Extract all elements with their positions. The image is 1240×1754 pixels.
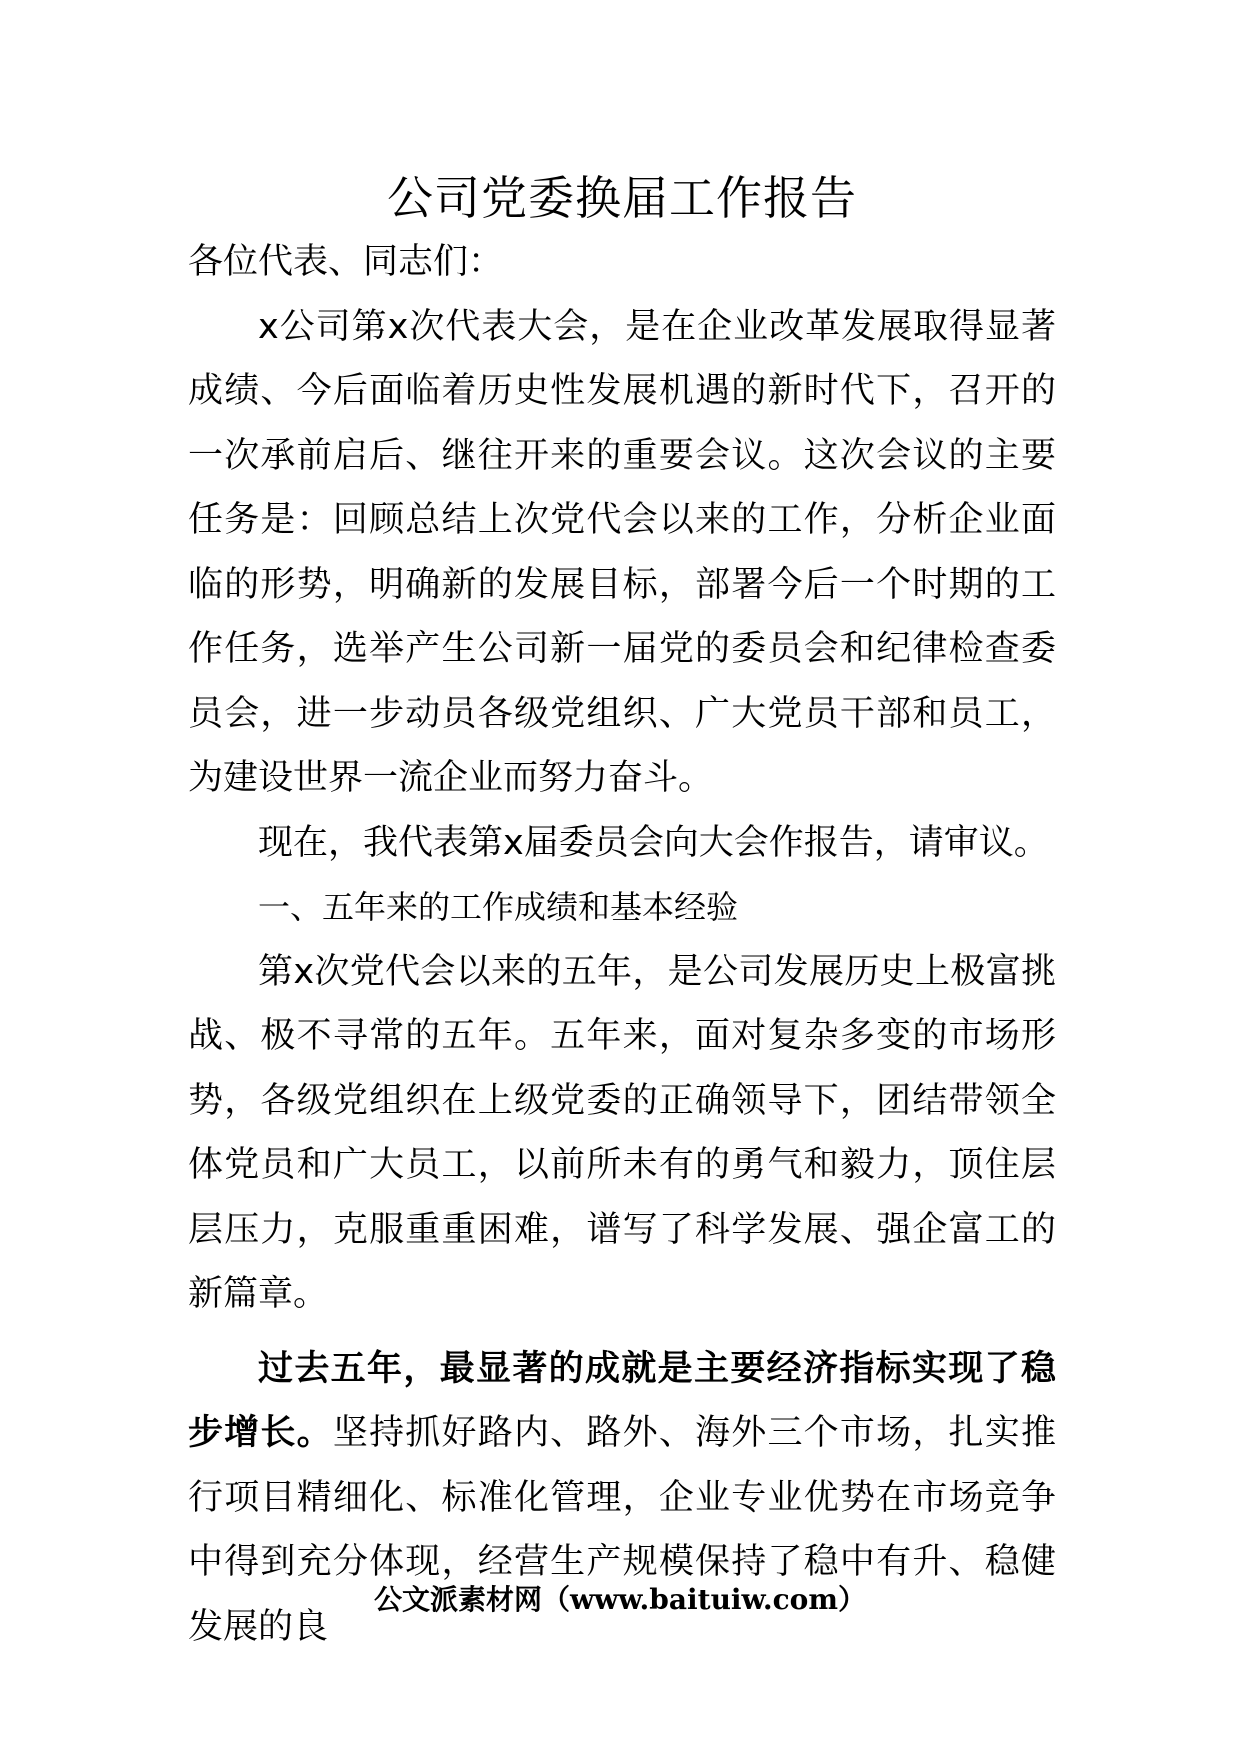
- section-paragraph: 第x次党代会以来的五年，是公司发展历史上极富挑战、极不寻常的五年。五年来，面对复杂多变的市场形势，各级党组织在上级党委的正确领导下，团结带领全体党员和广大员工，以前所未有的勇气和毅力，顶住层层压力，克服重重困难，谱写了科学发展、强企富工的新篇章。: [188, 951, 1056, 1314]
- document-title: 公司党委换届工作报告: [387, 171, 857, 225]
- highlight-bold-lead: 过去五年，最显著的成就是主要经济指标实现了稳步增长。: [188, 1348, 1056, 1453]
- intro-paragraph: x公司第x次代表大会，是在企业改革发展取得显著成绩、今后面临着历史性发展机遇的新时代下，召开的一次承前启后、继往开来的重要会议。这次会议的主要任务是：回顾总结上次党代会以来的工作，分析企业面临的形势，明确新的发展目标，部署今后一个时期的工作任务，选举产生公司新一届党的委员会和纪律检查委员会，进一步动员各级党组织、广大党员干部和员工，为建设世界一流企业而努力奋斗。: [188, 306, 1056, 798]
- report-statement: 现在，我代表第x届委员会向大会作报告，请审议。: [258, 822, 1049, 863]
- footer-watermark: 公文派素材网（www.baituiw.com）: [374, 1583, 866, 1616]
- salutation: 各位代表、同志们：: [188, 242, 504, 282]
- section-heading: 一、五年来的工作成绩和基本经验: [258, 888, 739, 926]
- highlight-text: 坚持抓好路内、路外、海外三个市场，扎实推行项目精细化、标准化管理，企业专业优势在市场竞争中得到充分体现，经营生产规模保持了稳中有升、稳健发展的良: [188, 1413, 1056, 1647]
- document-page: [188, 160, 1056, 1659]
